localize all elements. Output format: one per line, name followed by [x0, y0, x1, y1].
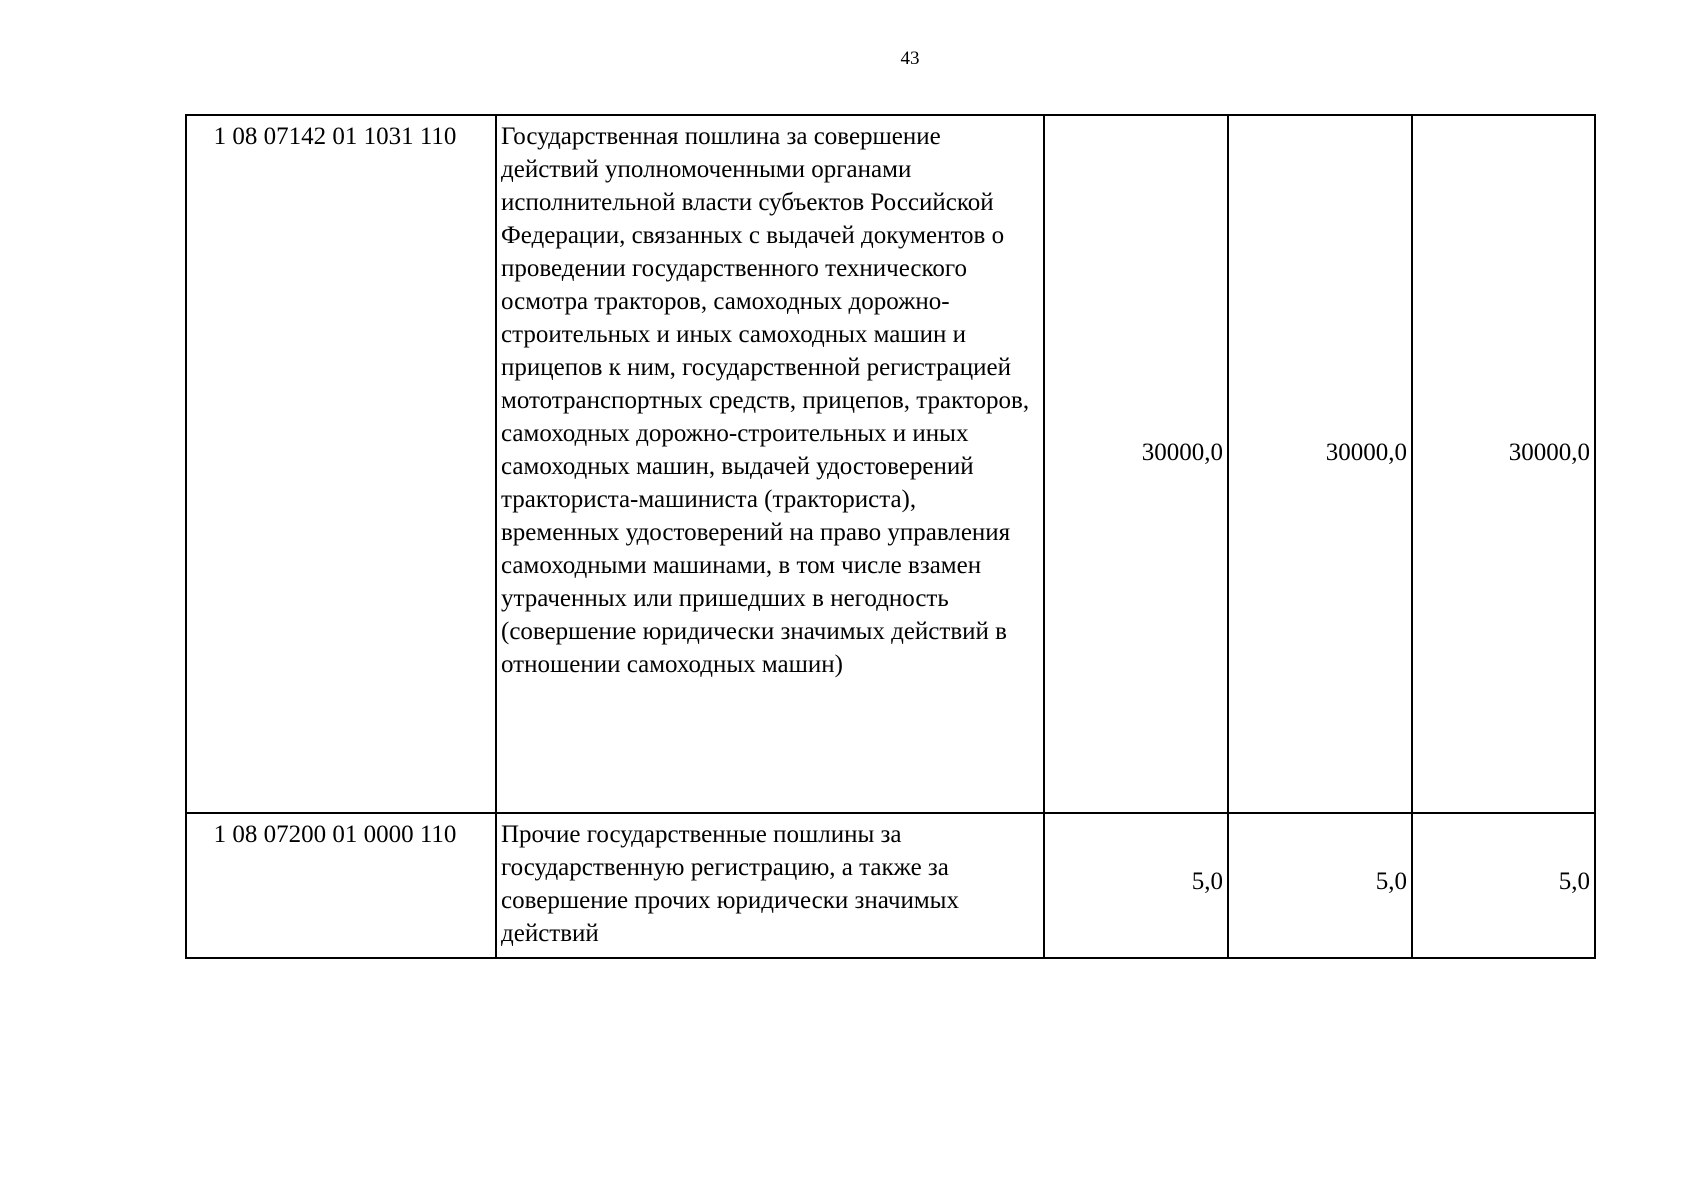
- amount-cell-year-1: 5,0: [1044, 813, 1228, 958]
- amount-cell-year-3: 5,0: [1412, 813, 1595, 958]
- budget-code-cell: 1 08 07142 01 1031 110: [186, 115, 496, 813]
- amount-cell-year-2: 5,0: [1228, 813, 1412, 958]
- description-cell: Прочие государственные пошлины за государственную регистрацию, а также за совершение прочих юридически значимых действий: [496, 813, 1044, 958]
- description-cell: Государственная пошлина за совершение действий уполномоченными органами исполнительной власти субъектов Российской Федерации, связанных с выдачей документов о проведении государственного технического осмотра тракторов, самоходных дорожно-строительных и иных самоходных машин и прицепов к ним, государственной регистрацией мототранспортных средств, прицепов, тракторов, самоходных дорожно-строительных и иных самоходных машин, выдачей удостоверений тракториста-машиниста (тракториста), временных удостоверений на право управления самоходными машинами, в том числе взамен утраченных или пришедших в негодность (совершение юридически значимых действий в отношении самоходных машин): [496, 115, 1044, 813]
- table-row: [186, 813, 1595, 958]
- table-row: [186, 115, 1595, 813]
- amount-cell-year-2: 30000,0: [1228, 115, 1412, 813]
- budget-code-cell: 1 08 07200 01 0000 110: [186, 813, 496, 958]
- amount-cell-year-1: 30000,0: [1044, 115, 1228, 813]
- amount-cell-year-3: 30000,0: [1412, 115, 1595, 813]
- budget-table: [185, 114, 1596, 959]
- page-number: 43: [900, 48, 920, 69]
